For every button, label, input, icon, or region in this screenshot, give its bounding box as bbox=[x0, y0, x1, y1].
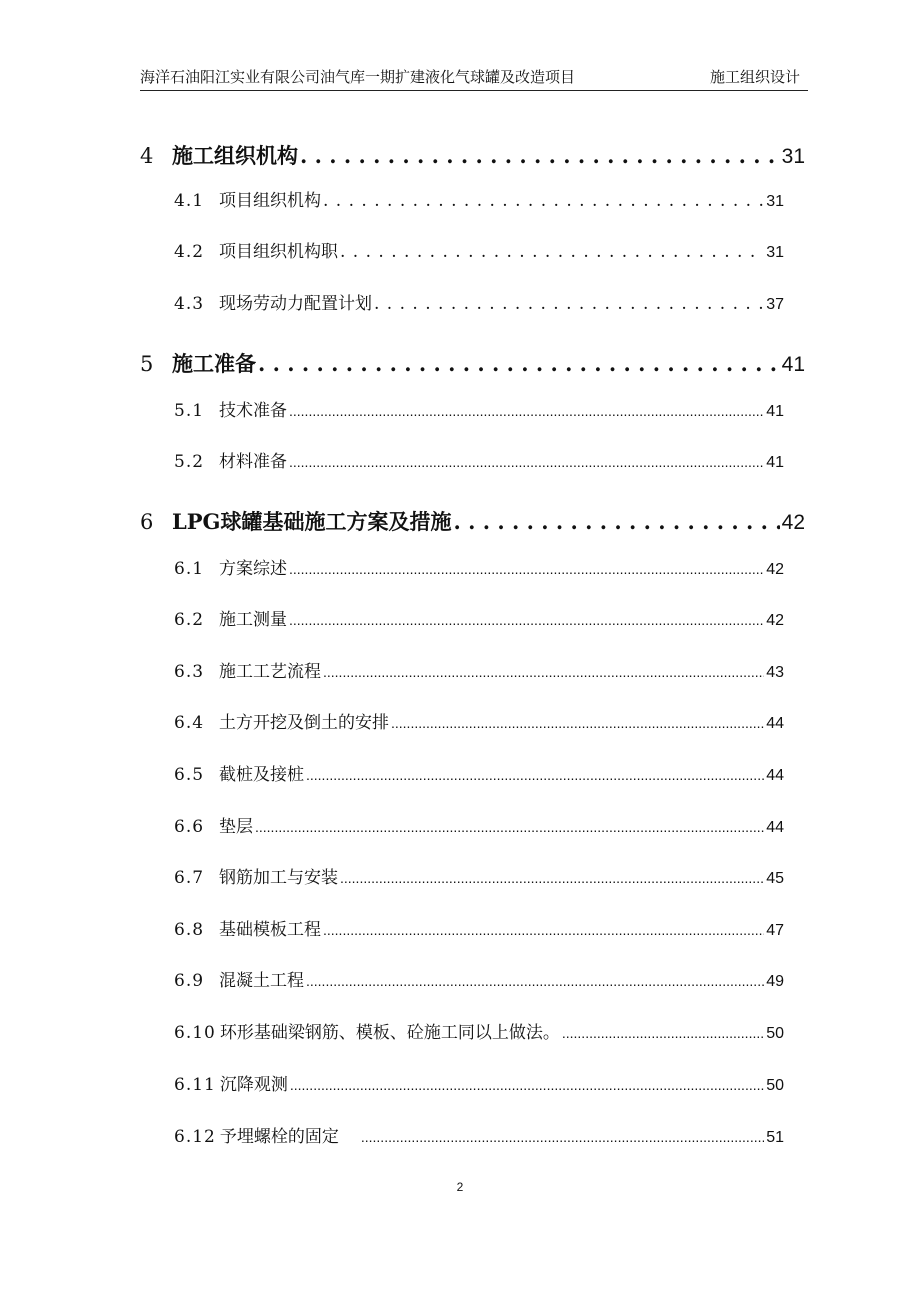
header-document-type: 施工组织设计 bbox=[709, 68, 800, 86]
toc-entry-6-5[interactable] bbox=[174, 760, 784, 785]
toc-number: 5.2 bbox=[174, 452, 205, 472]
toc-number: 4.2 bbox=[174, 242, 205, 262]
toc-leader bbox=[454, 509, 780, 534]
toc-title: 项目组织机构 bbox=[219, 191, 321, 211]
toc-entry-6[interactable] bbox=[140, 506, 805, 536]
toc-leader bbox=[255, 817, 764, 837]
toc-title: 土方开挖及倒土的安排 bbox=[219, 713, 389, 733]
toc-leader bbox=[323, 920, 764, 940]
toc-title: 材料准备 bbox=[219, 452, 287, 472]
toc-entry-6-6[interactable] bbox=[174, 812, 784, 837]
toc-entry-6-4[interactable] bbox=[174, 708, 784, 733]
toc-page: 31 bbox=[766, 244, 784, 261]
toc-entry-4-3[interactable] bbox=[174, 289, 784, 314]
toc-number: 4 bbox=[140, 144, 154, 168]
toc-title: 施工测量 bbox=[219, 610, 287, 630]
toc-page: 42 bbox=[781, 511, 805, 534]
toc-leader bbox=[323, 662, 764, 682]
toc-title: 施工准备 bbox=[172, 351, 256, 376]
toc-title: 沉降观测 bbox=[219, 1075, 288, 1095]
toc-page: 51 bbox=[766, 1129, 784, 1146]
toc-number: 6.8 bbox=[174, 920, 205, 940]
toc-entry-4-1[interactable] bbox=[174, 186, 784, 211]
toc-entry-6-8[interactable] bbox=[174, 915, 784, 940]
toc-leader bbox=[289, 610, 764, 630]
toc-page: 44 bbox=[766, 819, 784, 836]
toc-page: 41 bbox=[766, 403, 784, 420]
toc-page: 41 bbox=[766, 454, 784, 471]
toc-leader bbox=[340, 868, 764, 888]
toc-leader bbox=[562, 1023, 764, 1043]
toc-entry-6-9[interactable] bbox=[174, 966, 784, 991]
toc-title: 钢筋加工与安装 bbox=[219, 868, 338, 888]
toc-page: 41 bbox=[781, 353, 805, 376]
toc-leader bbox=[306, 971, 764, 991]
toc-number: 6.12 bbox=[174, 1127, 216, 1147]
toc-leader bbox=[374, 294, 764, 314]
toc-page: 43 bbox=[766, 664, 784, 681]
toc-title: 环形基础梁钢筋、模板、砼施工同以上做法。 bbox=[219, 1023, 560, 1043]
toc-title: 现场劳动力配置计划 bbox=[219, 294, 372, 314]
page-number: 2 bbox=[456, 1180, 464, 1194]
toc-leader bbox=[300, 143, 780, 168]
toc-number: 6.9 bbox=[174, 971, 205, 991]
toc-page: 50 bbox=[766, 1077, 784, 1094]
toc-title: 予埋螺栓的固定 bbox=[219, 1127, 339, 1147]
toc-number: 5 bbox=[140, 352, 154, 376]
toc-number: 6 bbox=[140, 510, 154, 534]
toc-number: 6.5 bbox=[174, 765, 205, 785]
toc-leader bbox=[323, 191, 764, 211]
toc-page: 42 bbox=[766, 561, 784, 578]
toc-entry-6-7[interactable] bbox=[174, 863, 784, 888]
toc-title: LPG球罐基础施工方案及措施 bbox=[172, 509, 452, 534]
toc-number: 6.10 bbox=[174, 1023, 216, 1043]
toc-number: 4.3 bbox=[174, 294, 205, 314]
toc-number: 6.1 bbox=[174, 559, 205, 579]
toc-entry-5[interactable] bbox=[140, 348, 805, 378]
toc-number: 6.3 bbox=[174, 662, 205, 682]
toc-leader bbox=[340, 242, 764, 262]
toc-page: 49 bbox=[766, 973, 784, 990]
toc-page: 44 bbox=[766, 767, 784, 784]
toc-leader bbox=[289, 452, 764, 472]
toc-leader bbox=[391, 713, 764, 733]
toc-title: 混凝土工程 bbox=[219, 971, 304, 991]
toc-page: 37 bbox=[766, 296, 784, 313]
toc-entry-6-10[interactable] bbox=[174, 1018, 784, 1043]
toc-number: 6.6 bbox=[174, 817, 205, 837]
toc-entry-4[interactable] bbox=[140, 140, 805, 170]
toc-title: 截桩及接桩 bbox=[219, 765, 304, 785]
toc-entry-6-12[interactable] bbox=[174, 1122, 784, 1147]
toc-entry-6-11[interactable] bbox=[174, 1070, 784, 1095]
toc-page: 31 bbox=[781, 145, 805, 168]
toc-entry-6-2[interactable] bbox=[174, 605, 784, 630]
toc-number: 6.2 bbox=[174, 610, 205, 630]
toc-entry-4-2[interactable] bbox=[174, 237, 784, 262]
toc-page: 42 bbox=[766, 612, 784, 629]
toc-title: 施工工艺流程 bbox=[219, 662, 321, 682]
toc-title: 施工组织机构 bbox=[172, 143, 298, 168]
toc-page: 44 bbox=[766, 715, 784, 732]
toc-number: 4.1 bbox=[174, 191, 205, 211]
toc-page: 50 bbox=[766, 1025, 784, 1042]
toc-number: 5.1 bbox=[174, 401, 205, 421]
toc-leader bbox=[289, 559, 764, 579]
toc-leader bbox=[361, 1127, 764, 1147]
toc-title: 垫层 bbox=[219, 817, 253, 837]
toc-title: 项目组织机构职 bbox=[219, 242, 338, 262]
toc-leader bbox=[306, 765, 764, 785]
toc-title: 技术准备 bbox=[219, 401, 287, 421]
toc-entry-6-3[interactable] bbox=[174, 657, 784, 682]
toc-title: 基础模板工程 bbox=[219, 920, 321, 940]
toc-title: 方案综述 bbox=[219, 559, 287, 579]
toc-page: 45 bbox=[766, 870, 784, 887]
toc-entry-5-2[interactable] bbox=[174, 447, 784, 472]
toc-page: 47 bbox=[766, 922, 784, 939]
toc-number: 6.7 bbox=[174, 868, 205, 888]
toc-leader bbox=[290, 1075, 764, 1095]
header-project-title: 海洋石油阳江实业有限公司油气库一期扩建液化气球罐及改造项目 bbox=[140, 68, 576, 86]
toc-number: 6.11 bbox=[174, 1075, 216, 1095]
toc-number: 6.4 bbox=[174, 713, 205, 733]
toc-entry-5-1[interactable] bbox=[174, 396, 784, 421]
toc-page: 31 bbox=[766, 193, 784, 210]
toc-leader bbox=[258, 351, 780, 376]
toc-entry-6-1[interactable] bbox=[174, 554, 784, 579]
toc-leader bbox=[289, 401, 764, 421]
